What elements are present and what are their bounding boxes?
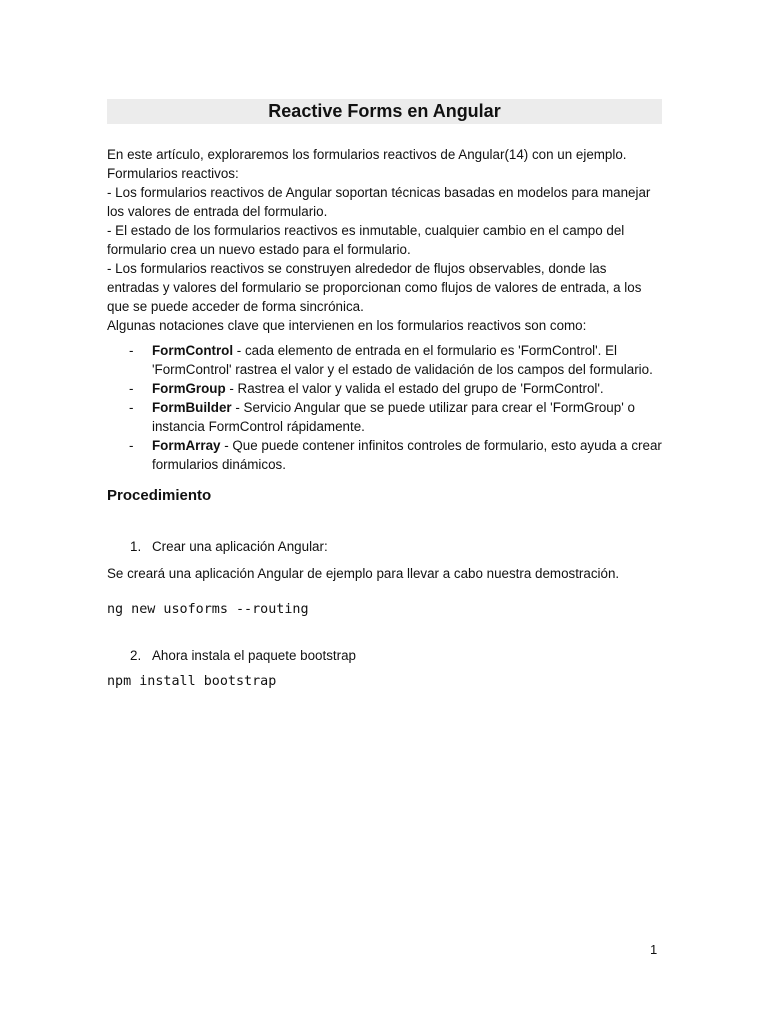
term-description: - Servicio Angular que se puede utilizar para crear el 'FormGroup' o instancia FormControl rápidamente. (152, 400, 635, 434)
dash-marker: - (129, 343, 134, 358)
dash-marker: - (129, 381, 134, 396)
dash-marker: - (129, 400, 134, 415)
list-item (107, 379, 662, 398)
notations-list (107, 341, 662, 474)
section-heading: Procedimiento (107, 487, 212, 504)
list-item (107, 341, 662, 379)
intro-line: En este artículo, exploraremos los formularios reactivos de Angular(14) con un ejemplo. (107, 147, 627, 162)
step-description: Se creará una aplicación Angular de ejemplo para llevar a cabo nuestra demostración. (107, 566, 620, 581)
page-number: 1 (650, 942, 658, 957)
list-item (107, 436, 662, 474)
step-number: 1. (130, 539, 142, 554)
step-number: 2. (130, 648, 142, 663)
dash-marker: - (129, 438, 134, 453)
term: FormControl (152, 343, 234, 358)
intro-line: Formularios reactivos: (107, 166, 239, 181)
term: FormBuilder (152, 400, 232, 415)
document-page (107, 99, 662, 691)
list-item (107, 398, 662, 436)
term-description: - Que puede contener infinitos controles de formulario, esto ayuda a crear formularios dinámicos. (152, 438, 662, 472)
term-description: - cada elemento de entrada en el formulario es 'FormControl'. El 'FormControl' rastrea el valor y el estado de validación de los campos del formulario. (152, 343, 653, 377)
document-title: Reactive Forms en Angular (107, 99, 662, 124)
term-description: - Rastrea el valor y valida el estado del grupo de 'FormControl'. (225, 381, 604, 396)
step-text: Crear una aplicación Angular: (152, 539, 328, 554)
intro-line: - El estado de los formularios reactivos es inmutable, cualquier cambio en el campo del formulario crea un nuevo estado para el formulario. (107, 223, 625, 257)
code-block: ng new usoforms --routing (107, 602, 309, 617)
step-item (107, 537, 662, 556)
step-text: Ahora instala el paquete bootstrap (152, 648, 356, 663)
intro-line: - Los formularios reactivos se construyen alrededor de flujos observables, donde las entradas y valores del formulario se proporcionan como flujos de valores de entrada, a los que se puede acceder de forma sincrónica. (107, 261, 642, 314)
intro-line: - Los formularios reactivos de Angular soportan técnicas basadas en modelos para manejar los valores de entrada del formulario. (107, 185, 651, 219)
code-block: npm install bootstrap (107, 674, 277, 689)
intro-line: Algunas notaciones clave que intervienen en los formularios reactivos son como: (107, 318, 587, 333)
intro-text (107, 145, 662, 335)
term: FormArray (152, 438, 221, 453)
step-item (107, 646, 662, 665)
term: FormGroup (152, 381, 226, 396)
